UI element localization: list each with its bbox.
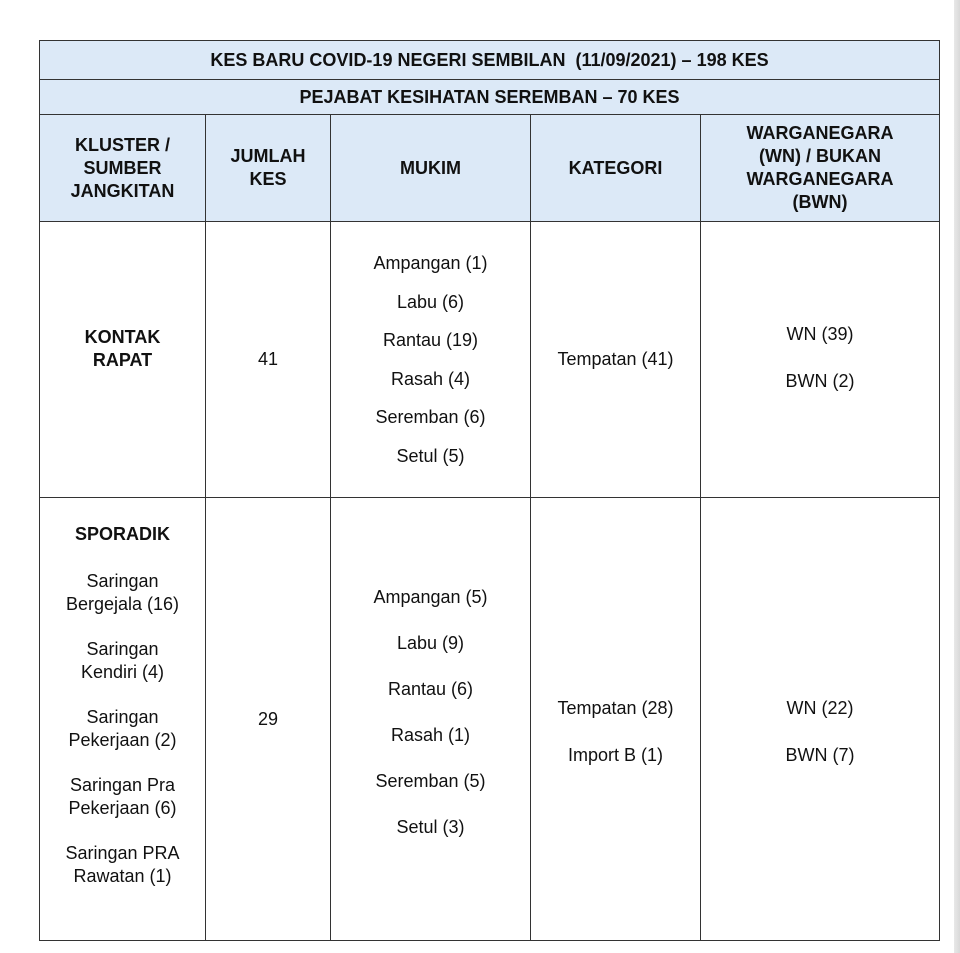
- kategori-cell: Tempatan (28) Import B (1): [531, 498, 701, 941]
- header-warganegara: WARGANEGARA (WN) / BUKAN WARGANEGARA (BWN): [701, 115, 940, 222]
- list-item: Seremban (5): [375, 771, 486, 791]
- page-edge: [954, 0, 960, 953]
- list-item: Ampangan (1): [373, 253, 488, 274]
- list-item: Labu (9): [396, 633, 465, 653]
- wn-cell: WN (22) BWN (7): [701, 498, 940, 941]
- header-kluster: KLUSTER / SUMBER JANGKITAN: [40, 115, 206, 222]
- list-item: Ampangan (5): [373, 587, 488, 607]
- list-item: Labu (6): [396, 291, 465, 312]
- header-kategori: KATEGORI: [531, 115, 701, 222]
- list-item: Rasah (1): [390, 725, 471, 745]
- cluster-cell: SPORADIK Saringan Bergejala (16) Saringan Kendiri (4) Saringan Pekerjaan (2) Saringan Pra Pekerjaan (6) Saringan PRA Rawatan (1): [40, 498, 206, 941]
- list-item: Rantau (19): [382, 330, 479, 351]
- table-subtitle: PEJABAT KESIHATAN SEREMBAN – 70 KES: [40, 80, 940, 115]
- header-jumlah: JUMLAH KES: [206, 115, 331, 222]
- wn-cell: WN (39) BWN (2): [701, 222, 940, 498]
- header-mukim: MUKIM: [331, 115, 531, 222]
- mukim-cell: [331, 222, 531, 498]
- covid-cases-table: [39, 40, 940, 941]
- jumlah-cell: 29: [206, 498, 331, 941]
- list-item: Seremban (6): [375, 407, 486, 428]
- list-item: Rasah (4): [390, 368, 471, 389]
- kategori-cell: Tempatan (41): [531, 222, 701, 498]
- list-item: Rantau (6): [387, 679, 474, 699]
- table-title: KES BARU COVID-19 NEGERI SEMBILAN (11/09/2021) – 198 KES: [40, 41, 940, 80]
- jumlah-cell: 41: [206, 222, 331, 498]
- table-row: [40, 222, 940, 498]
- table-row: [40, 498, 940, 941]
- cluster-cell: KONTAK RAPAT: [40, 222, 206, 498]
- list-item: Setul (3): [396, 817, 465, 837]
- mukim-cell: [331, 498, 531, 941]
- list-item: Setul (5): [396, 445, 465, 466]
